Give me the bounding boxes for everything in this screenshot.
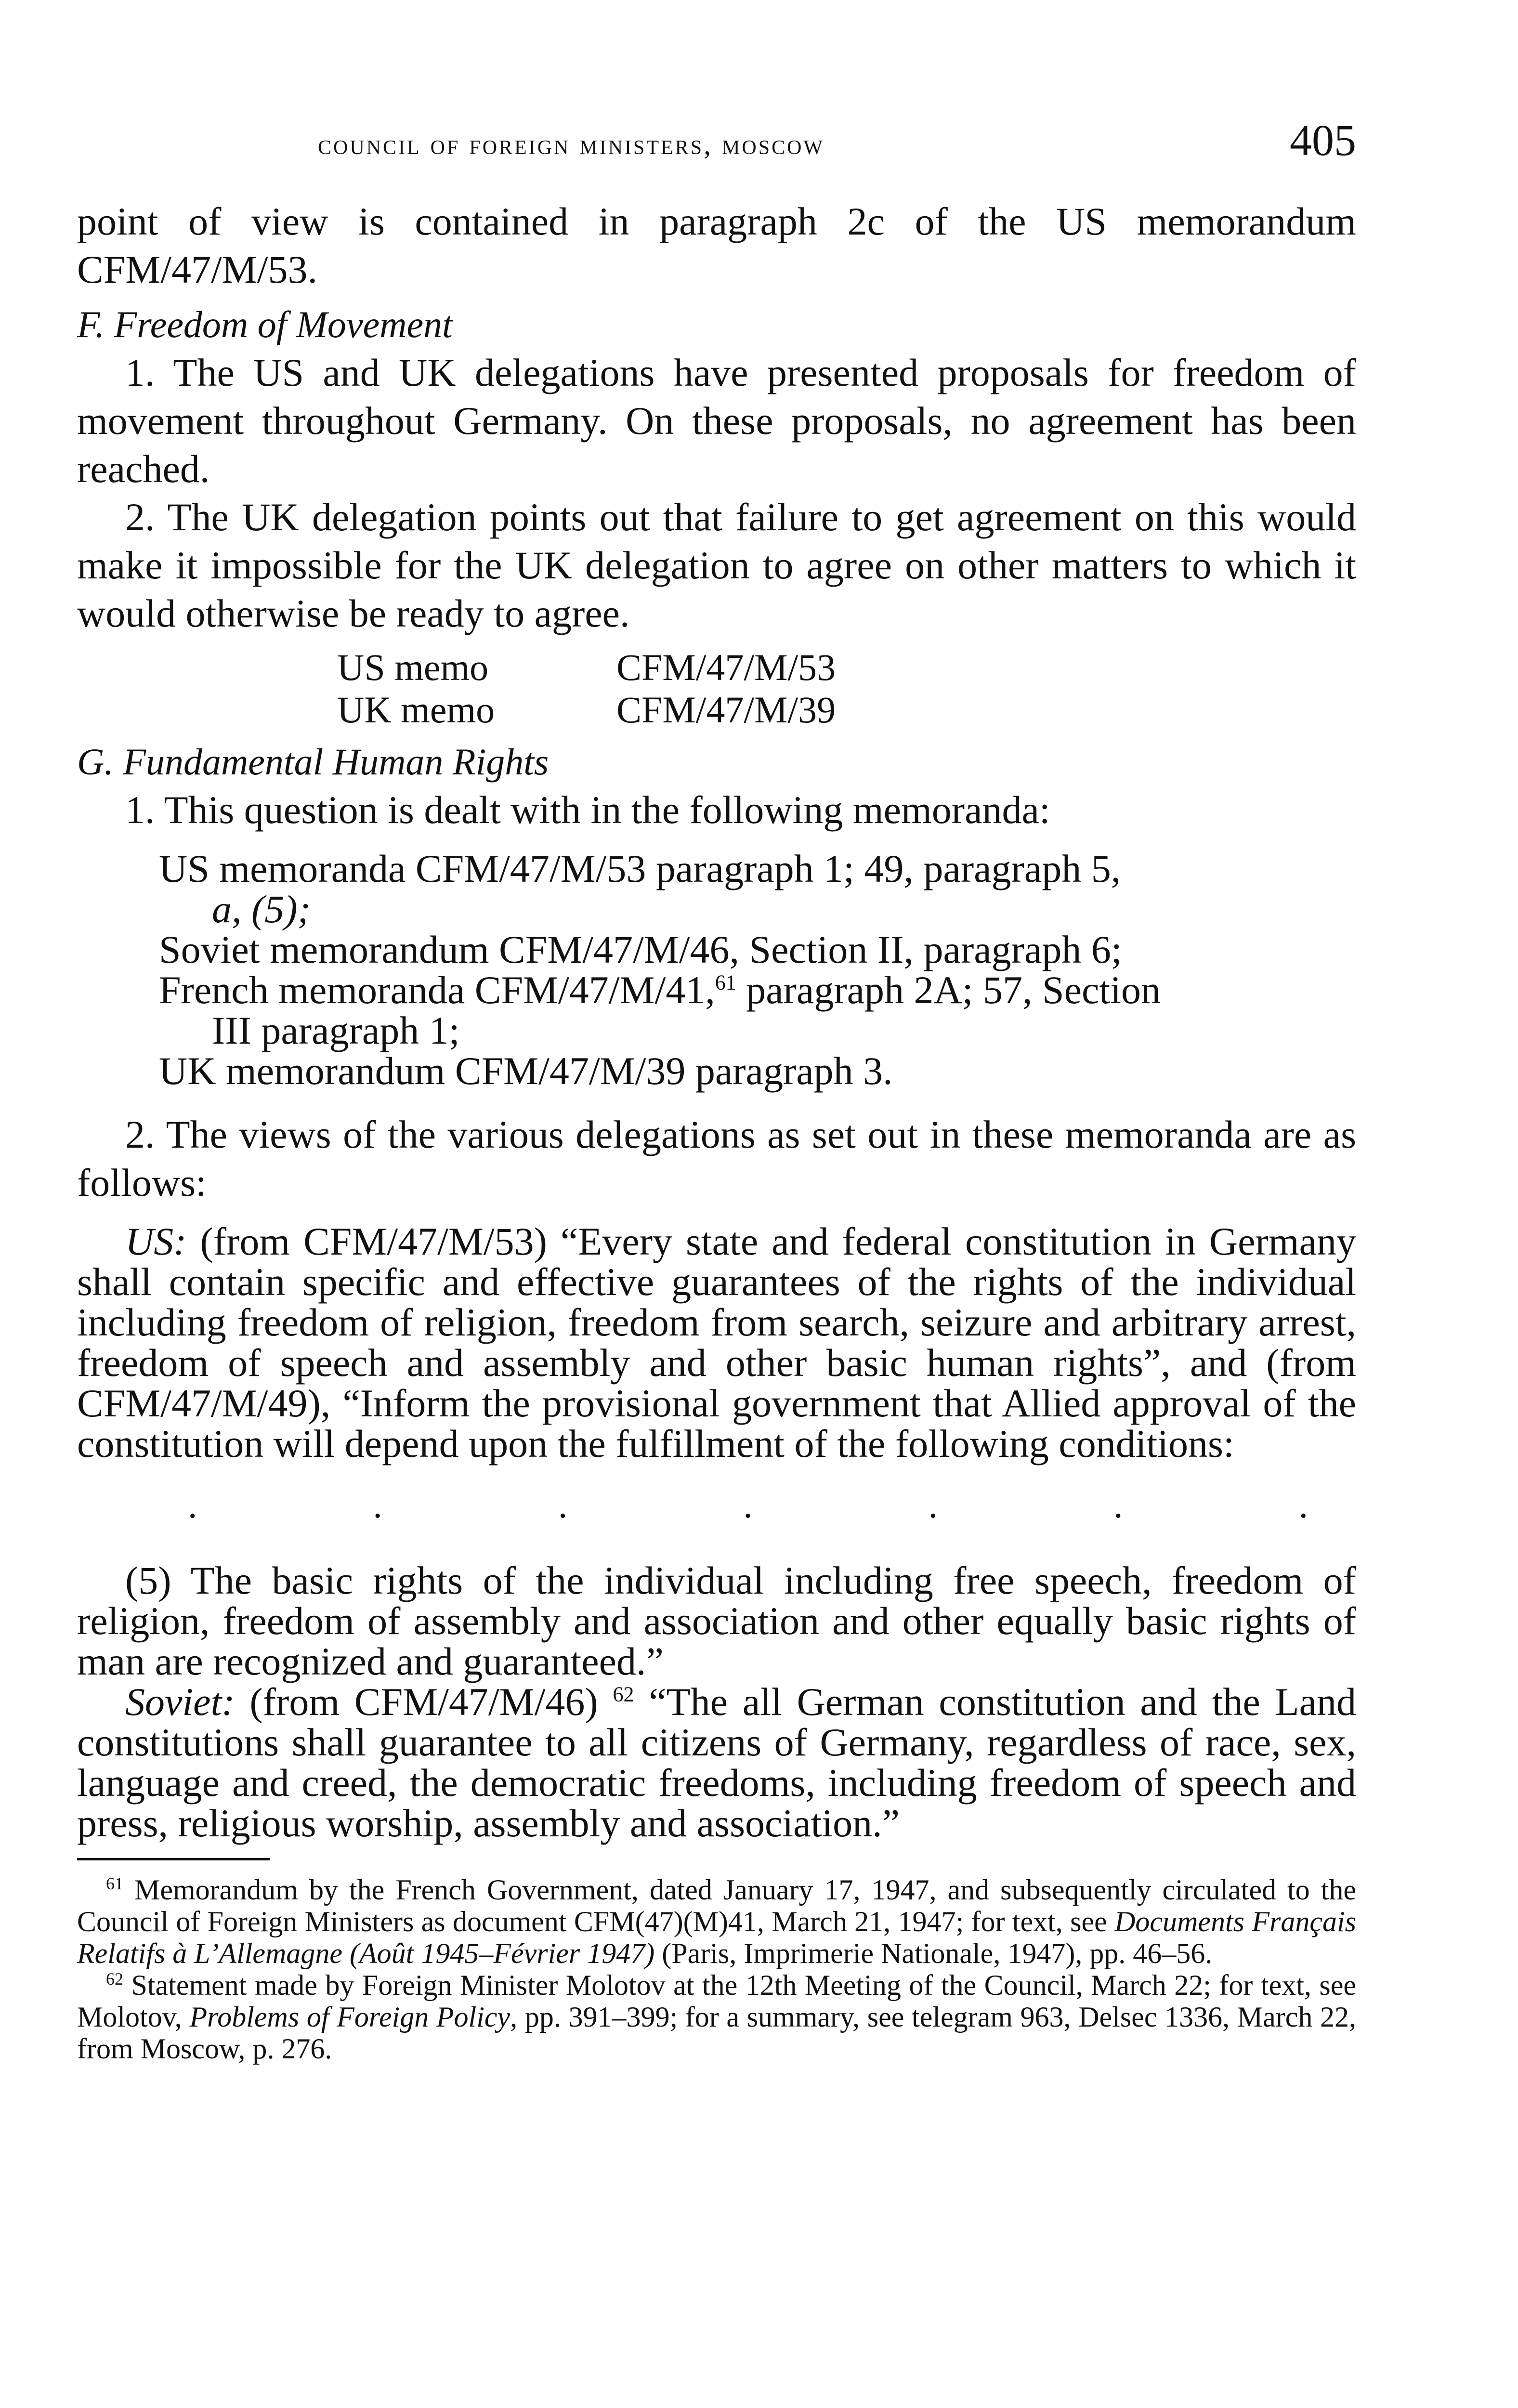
memoranda-item-continuation: III paragraph 1; — [212, 1008, 460, 1052]
footnote-text: , pp. 391–399; for a summary, see telegram 963, Delsec 1336, March 22, from Moscow, p. 276. — [77, 2001, 1357, 2065]
footnote-number: 61 — [106, 1874, 123, 1893]
section-heading-f: F. Freedom of Movement — [77, 303, 453, 345]
memoranda-item-text: US memoranda CFM/47/M/53 paragraph 1; 49, paragraph 5, — [159, 847, 1121, 890]
footnote-text: Memorandum by the French Government, dated January 17, 1947, and subsequently circulated to the Council of Foreign Ministers as document CFM(47)(M)41, March 21, 1947; for text, see — [77, 1874, 1356, 1937]
footnote-marker: 61 — [715, 970, 736, 995]
soviet-view-paragraph — [77, 1682, 1356, 1844]
omission-dot: . — [373, 1484, 382, 1526]
running-head — [77, 115, 1356, 168]
us-view-paragraph — [77, 1221, 1356, 1464]
memoranda-item — [159, 849, 1356, 929]
memoranda-list — [77, 849, 1356, 1091]
memo-ref: CFM/47/M/53 — [616, 646, 836, 688]
memo-label: UK memo — [337, 689, 495, 731]
memoranda-item — [159, 1051, 1356, 1091]
memoranda-item-text: paragraph 2A; 57, Section — [736, 968, 1161, 1012]
footnote-62 — [77, 1969, 1356, 2065]
memoranda-item — [159, 929, 1356, 970]
omission-dot: . — [188, 1484, 197, 1526]
soviet-view-text: “The all German constitution and the Land constitutions shall guarantee to all citizens of Germany, regardless of race, sex, language and creed, the democratic freedoms, including freedom of speech and press, religious worship, assembly and association.” — [77, 1680, 1356, 1845]
memoranda-item-text: Soviet memorandum CFM/47/M/46, Section II, paragraph 6; — [159, 928, 1122, 971]
footnote-marker: 62 — [613, 1682, 634, 1706]
footnote-title: Documents Français Relatifs à L’Allemagne (Août 1945–Février 1947) — [77, 1906, 1357, 1969]
us-view-text: (from CFM/47/M/53) “Every state and federal constitution in Germany shall contain specific and effective guarantees of the rights of the individual including freedom of religion, freedom from search, seizure and arbitrary arrest, freedom of speech and assembly and other basic human rights”, and (from CFM/47/M/49), “Inform the provisional government that Allied approval of the constitution will depend upon the fulfillment of the following conditions: — [77, 1219, 1356, 1466]
memo-row — [337, 689, 1356, 731]
soviet-view-text: (from CFM/47/M/46) — [235, 1680, 613, 1724]
memo-label: US memo — [337, 646, 489, 688]
page-number: 405 — [1290, 116, 1356, 165]
section-heading-g: G. Fundamental Human Rights — [77, 741, 549, 783]
omission-dot: . — [743, 1484, 753, 1526]
condition-5-paragraph: (5) The basic rights of the individual including free speech, freedom of religion, freedom of assembly and association and other equally basic rights of man are recognized and guaranteed.” — [77, 1558, 1356, 1683]
us-view-label: US: — [125, 1219, 187, 1263]
memoranda-item — [159, 970, 1356, 1051]
memo-reference-table — [337, 646, 1356, 731]
omission-dot: . — [558, 1484, 568, 1526]
soviet-view-label: Soviet: — [125, 1680, 235, 1724]
memoranda-item-text: French memoranda CFM/47/M/41, — [159, 968, 715, 1012]
memo-ref: CFM/47/M/39 — [616, 689, 836, 731]
omission-dot: . — [928, 1484, 938, 1526]
running-title: council of foreign ministers, moscow — [318, 129, 825, 160]
main-text — [77, 197, 1356, 2065]
intro-paragraph: point of view is contained in paragraph 2c of the US memorandum CFM/47/M/53. — [77, 199, 1356, 291]
footnote-text: (Paris, Imprimerie Nationale, 1947), pp. 46–56. — [654, 1937, 1213, 1969]
paragraph-g1: 1. This question is dealt with in the following memoranda: — [125, 788, 1050, 832]
paragraph-f1: 1. The US and UK delegations have presented proposals for freedom of movement throughout Germany. On these proposals, no agreement has been reached. — [77, 351, 1356, 491]
memoranda-item-text: UK memorandum CFM/47/M/39 paragraph 3. — [159, 1049, 893, 1093]
omission-dots — [77, 1479, 1356, 1531]
document-page — [77, 0, 1356, 2408]
paragraph-g2: 2. The views of the various delegations as set out in these memoranda are as follows: — [77, 1112, 1356, 1204]
footnote-number: 62 — [106, 1969, 123, 1989]
footnote-text: Statement made by Foreign Minister Molotov at the 12th Meeting of the Council, March 22; for text, see Molotov, — [77, 1969, 1356, 2033]
paragraph-f2: 2. The UK delegation points out that failure to get agreement on this would make it impossible for the UK delegation to agree on other matters to which it would otherwise be ready to agree. — [77, 495, 1356, 635]
footnote-title: Problems of Foreign Policy — [189, 2001, 510, 2033]
memo-row — [337, 646, 1356, 689]
omission-dot: . — [1298, 1484, 1308, 1526]
footnote-61 — [77, 1874, 1356, 1969]
memoranda-item-continuation: a, (5); — [212, 887, 311, 931]
omission-dot: . — [1113, 1484, 1123, 1526]
footnote-rule — [77, 1858, 270, 1860]
